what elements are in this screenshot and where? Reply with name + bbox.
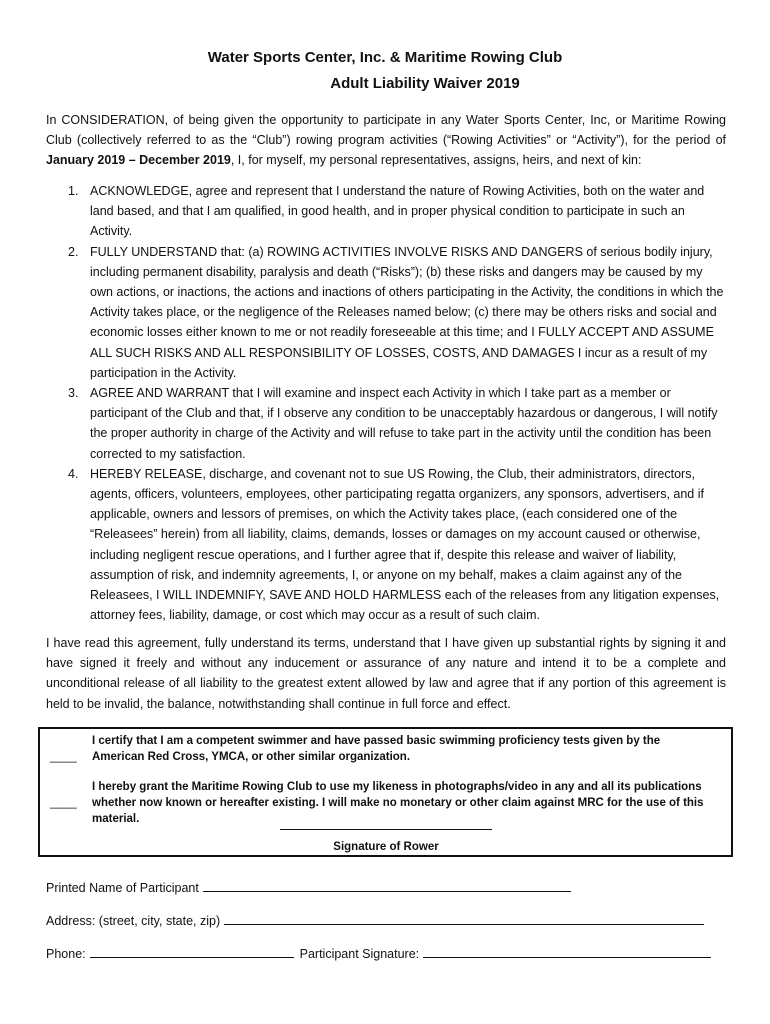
list-item-number: 3. xyxy=(68,386,79,401)
list-item xyxy=(46,242,726,383)
document-title: Water Sports Center, Inc. & Maritime Rowing Club xyxy=(207,49,563,66)
address-field[interactable] xyxy=(224,912,704,925)
intro-text-1: In CONSIDERATION, of being given the opportunity to participate in any Water Sports Center, Inc, or Maritime Rowing Club (collectively referred to as the “Club”) rowing program activities (“Rowing Activities” or “Activity”), for the period of xyxy=(46,113,726,148)
list-item-number: 2. xyxy=(68,244,79,259)
printed-name-field[interactable] xyxy=(203,879,571,892)
phone-signature-row xyxy=(46,945,711,961)
closing-paragraph: I have read this agreement, fully understand its terms, understand that I have given up substantial rights by signing it and have signed it freely and without any inducement or assurance of any nature and intend it to be a complete and unconditional release of all liability to the greatest extent allowed by law and agree that if any portion of this agreement is held to be invalid, the balance, notwithstanding shall continue in full force and effect. xyxy=(46,636,726,711)
list-item xyxy=(46,181,726,242)
document-subtitle: Adult Liability Waiver 2019 xyxy=(330,75,520,92)
swimmer-certification: I certify that I am a competent swimmer and have passed basic swimming proficiency tests given by the American Red Cross, YMCA, or other similar organization. xyxy=(92,735,661,763)
phone-field[interactable] xyxy=(90,945,294,958)
certification-box xyxy=(38,727,733,857)
list-item-number: 1. xyxy=(68,184,79,198)
printed-name-row xyxy=(46,879,571,895)
phone-label: Phone: xyxy=(46,947,86,961)
likeness-initial-blank[interactable]: ____ xyxy=(50,795,77,809)
printed-name-label: Printed Name of Participant xyxy=(46,881,199,895)
intro-period: January 2019 – December 2019 xyxy=(46,153,231,168)
swimmer-initial-blank[interactable]: ____ xyxy=(50,749,77,763)
list-item-text: AGREE AND WARRANT that I will examine and inspect each Activity in which I take part as a member or participant of the Club and that, if I observe any condition to be unacceptably hazardous or dangerous, I will notify the proper authority in charge of the Activity and will refuse to take part in the activity until the condition has been corrected to my satisfaction. xyxy=(90,386,718,461)
intro-paragraph xyxy=(46,110,726,171)
address-label: Address: (street, city, state, zip) xyxy=(46,914,221,928)
list-item-text: HEREBY RELEASE, discharge, and covenant not to sue US Rowing, the Club, their administrators, directors, agents, officers, volunteers, employees, other participating regatta organizers, any sponsors, advertisers, and if applicable, owners and lessors of premises, on which the Activity takes place, (each considered one of the “Releasees” herein) from all liability, claims, demands, losses or damages on my account caused or otherwise, including negligent rescue operations, and I further agree that if, despite this release and waiver of liability, assumption of risk, and indemnity agreements, I, or anyone on my behalf, makes a claim against any of the Releasees, I WILL INDEMNIFY, SAVE AND HOLD HARMLESS each of the releases from any litigation expenses, attorney fees, liability, damage, or cost which may occur as a result of such claim. xyxy=(90,466,720,623)
rower-signature-label: Signature of Rower xyxy=(333,841,439,853)
address-row xyxy=(46,912,704,928)
intro-text-2: , I, for myself, my personal representatives, assigns, heirs, and next of kin: xyxy=(230,153,642,168)
rower-signature-line[interactable] xyxy=(280,829,492,830)
participant-signature-label: Participant Signature: xyxy=(299,947,420,961)
list-item-text: ACKNOWLEDGE, agree and represent that I understand the nature of Rowing Activities, both on the water and land based, and that I am qualified, in good health, and in proper physical condition to participate in such an Activity. xyxy=(90,184,705,239)
list-item xyxy=(46,464,726,626)
participant-signature-field[interactable] xyxy=(423,945,711,958)
list-item-number: 4. xyxy=(68,466,79,481)
terms-list xyxy=(46,181,726,625)
list-item xyxy=(46,383,726,464)
list-item-text: FULLY UNDERSTAND that: (a) ROWING ACTIVITIES INVOLVE RISKS AND DANGERS of serious bodily injury, including permanent disability, paralysis and death (“Risks”); (b) these risks and dangers may be caused by my own actions, or inactions, the actions and inactions of others participating in the Activity, the conditions in which the Activity takes place, or the negligence of the Releases named below; (c) there may be others risks and social and economic losses either known to me or not readily foreseeable at this time; and I FULLY ACCEPT AND ASSUME ALL SUCH RISKS AND ALL RESPONSIBILITY OF LOSSES, COSTS, AND DAMAGES I incur as a result of my participation in the Activity. xyxy=(90,244,724,380)
likeness-release: I hereby grant the Maritime Rowing Club to use my likeness in photographs/video in any and all its publications whether now known or hereafter existing. I will make no monetary or other claim against MRC for the use of this material. xyxy=(92,781,704,825)
